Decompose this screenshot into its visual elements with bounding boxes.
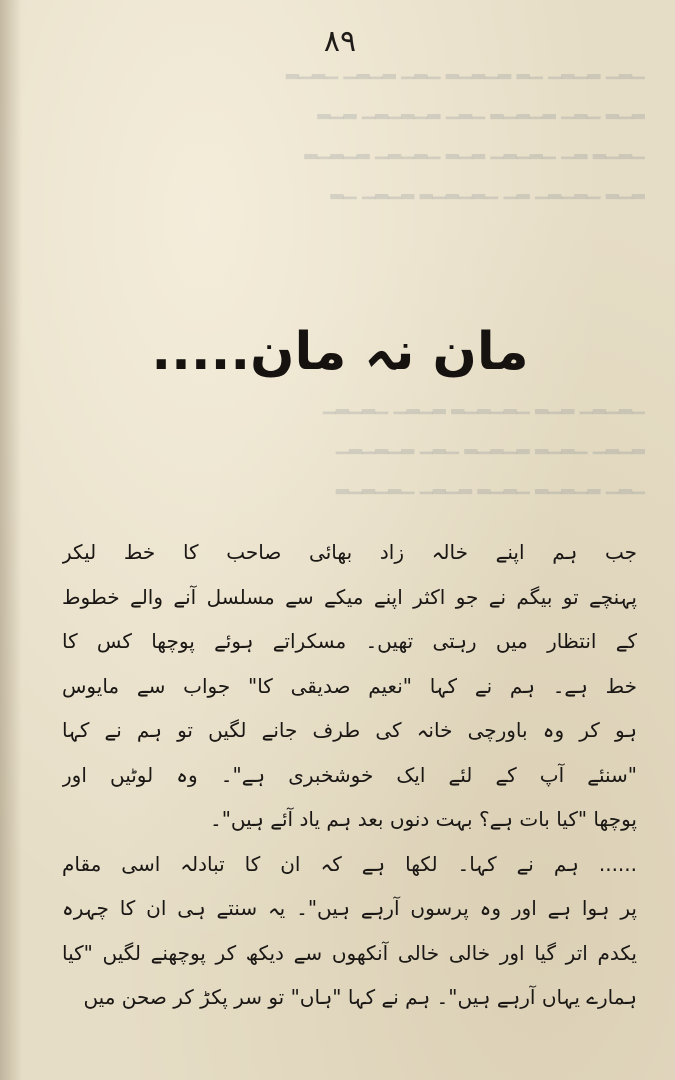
text-line: پہنچے تو بیگم نے جو اکثر اپنے میکے سے مسلسل آنے والے خطوط [62, 584, 637, 609]
show-through: ▁▂▁▂▁ ▂▁▂ ▁▂▁▂▁▂ ▂▁▂▁ ▁▂▁▂▁ [322, 395, 645, 415]
text-line: جب ہم اپنے خالہ زاد بھائی صاحب کا خط لیکر [62, 540, 637, 564]
text-line: ہو کر وہ باورچی خانہ کی طرف جانے لگیں تو ہم نے کہا [62, 718, 637, 742]
page-number: ۸۹ [323, 24, 357, 59]
text-line: یکدم اتر گیا اور خالی خالی آنکھوں سے دیکھ کر پوچھنے لگیں "کیا [62, 940, 637, 965]
show-through: ▂▁▂ ▁▂▁▂▁ ▂▁ ▁▂▁▂▁▂ ▂▁▂▁ ▁▂ [330, 180, 645, 200]
body-text [62, 530, 637, 1020]
show-through: ▁▂▁▂ ▂▁ ▁▂▁▂▁ ▂▁▂ ▁▂▁▂▁ ▂▁▂▁▂ [304, 140, 645, 160]
text-line: ...... ہم نے کہا۔ لکھا ہے کہ ان کا تبادلہ اسی مقام [62, 851, 637, 876]
text-line: کے انتظار میں رہتی تھیں۔ مسکراتے ہوئے پوچھا کس کا [62, 629, 637, 653]
show-through: ▁▂▁ ▂▁▂▁ ▁▂ ▂▁▂▁▂ ▁▂▁ ▂▁▂▁ ▁▂▁▂ [285, 60, 645, 80]
text-line: خط ہے۔ ہم نے کہا "نعیم صدیقی کا" جواب سے مایوس [62, 673, 637, 698]
show-through: ▂▁▂▁ ▁▂▁▂ ▂▁▂▁▂ ▁▂▁ ▂▁▂▁▂▁ [335, 435, 645, 455]
show-through: ▂▁▂ ▁▂▁ ▂▁▂▁▂ ▁▂▁ ▂▁▂▁▂▁ ▂▁▂ [317, 100, 645, 120]
page-gutter-shadow [0, 0, 22, 1080]
text-line: ہمارے یہاں آرہے ہیں"۔ ہم نے کہا "ہاں" تو سر پکڑ کر صحن میں [83, 985, 637, 1009]
text-line: پوچھا "کیا بات ہے؟ بہت دنوں بعد ہم یاد آئے ہیں"۔ [209, 807, 637, 831]
text-line: "سنئے آپ کے لئے ایک خوشخبری ہے"۔ وہ لوٹیں اور [62, 762, 637, 787]
text-line: پر ہوا ہے اور وہ پرسوں آرہے ہیں"۔ یہ سنتے ہی ان کا چہرہ [62, 896, 637, 920]
show-through: ▁▂▁ ▂▁▂▁▂ ▁▂▁▂ ▂▁▂▁ ▁▂▁▂▁▂ [335, 475, 645, 495]
chapter-title: مان نہ مان..... [151, 322, 529, 382]
